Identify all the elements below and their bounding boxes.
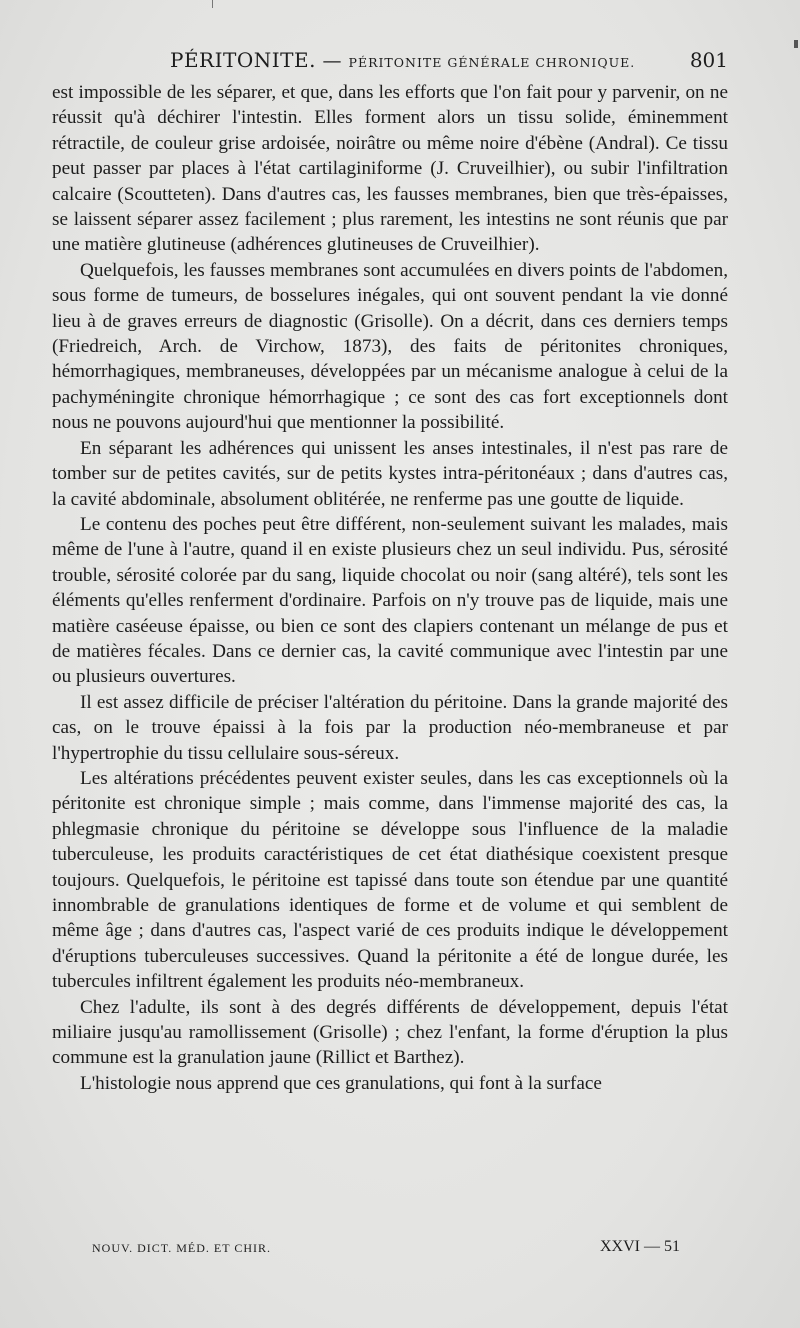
running-title (170, 48, 635, 72)
page-number: 801 (689, 48, 728, 72)
paragraph: L'histologie nous apprend que ces granulations, qui font à la surface (80, 1072, 602, 1094)
paragraph: En séparant les adhérences qui unissent les anses intestinales, il n'est pas rare de tomber sur de petites cavités, sur de petits kystes intra-péritonéaux ; dans d'autres cas, la cavité abdominale, absolument oblitérée, ne renferme pas une goutte de liquide. (52, 437, 728, 510)
paragraph: est impossible de les séparer, et que, dans les efforts que l'on fait pour y parvenir, on ne réussit qu'à déchirer l'intestin. Elles forment alors un tissu solide, éminemment rétractile, de couleur grise ardoisée, noirâtre ou même noire d'ébène (Andral). Ce tissu peut passer par places à l'état cartilaginiforme (J. Cruveilhier), ou subir l'infiltration calcaire (Scoutteten). Dans d'autres cas, les fausses membranes, bien que très-épaisses, se laissent séparer assez facilement ; plus rarement, les intestins ne sont réunis que par une matière glutineuse (adhérences glutineuses de Cruveilhier). (52, 82, 728, 256)
page-edge-mark (212, 0, 213, 8)
running-title-sub: PÉRITONITE GÉNÉRALE CHRONIQUE. (348, 55, 636, 70)
footer-signature: XXVI — 51 (600, 1238, 680, 1255)
running-title-dash: — (315, 50, 349, 72)
running-title-main: PÉRITONITE. (170, 48, 316, 72)
paragraph: Quelquefois, les fausses membranes sont accumulées en divers points de l'abdomen, sous forme de tumeurs, de bosselures inégales, qui ont souvent pendant la vie donné lieu à de graves erreurs de diagnostic (Grisolle). On a décrit, dans ces derniers temps (Friedreich, Arch. de Virchow, 1873), des faits de péritonites chroniques, hémorrhagiques, membraneuses, développées par un mécanisme analogue à celui de la pachyméningite chronique hémorrhagique ; ce sont des cas fort exceptionnels dont nous ne pouvons aujourd'hui que mentionner la possibilité. (52, 259, 728, 434)
running-header (52, 48, 728, 78)
paragraph: Les altérations précédentes peuvent exister seules, dans les cas exceptionnels où la péritonite est chronique simple ; mais comme, dans l'immense majorité des cas, la phlegmasie chronique du péritoine se développe sous l'influence de la maladie tuberculeuse, les produits caractéristiques de cet état diathésique coexistent presque toujours. Quelquefois, le péritoine est tapissé dans toute son étendue par une quantité innombrable de granulations identiques de forme et de volume et qui semblent de même âge ; dans d'autres cas, l'aspect varié de ces produits indique le développement d'éruptions tuberculeuses successives. Quand la péritonite a été de longue durée, les tubercules infiltrent également les produits néo-membraneux. (52, 767, 728, 993)
page-footer (92, 1238, 680, 1258)
footer-publication: NOUV. DICT. MÉD. ET CHIR. (92, 1241, 272, 1255)
paragraph: Il est assez difficile de préciser l'altération du péritoine. Dans la grande majorité des cas, on le trouve épaissi à la fois par la production néo-membraneuse et par l'hypertrophie du tissu cellulaire sous-séreux. (52, 691, 728, 764)
paragraph: Le contenu des poches peut être différent, non-seulement suivant les malades, mais même de l'une à l'autre, quand il en existe plusieurs chez un seul individu. Pus, sérosité trouble, sérosité colorée par du sang, liquide chocolat ou noir (sang altéré), tels sont les éléments qu'elles renferment d'ordinaire. Parfois on n'y trouve pas de liquide, mais une matière caséeuse épaisse, ou bien ce sont des clapiers contenant un mélange de pus et de matières fécales. Dans ce dernier cas, la cavité communique avec l'intestin par une ou plusieurs ouvertures. (52, 513, 728, 688)
side-mark (794, 40, 798, 48)
body-text (52, 80, 728, 1096)
paragraph: Chez l'adulte, ils sont à des degrés différents de développement, depuis l'état miliaire jusqu'au ramollissement (Grisolle) ; chez l'enfant, la forme d'éruption la plus commune est la granulation jaune (Rillict et Barthez). (52, 996, 728, 1069)
